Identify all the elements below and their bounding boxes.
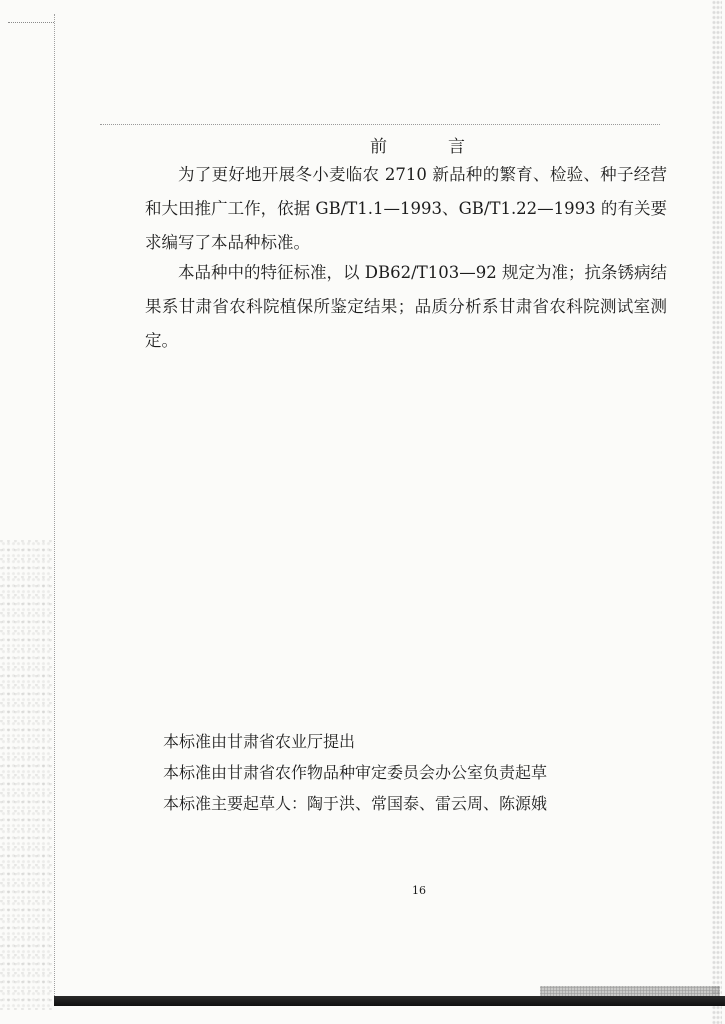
footer-note: 本标准由甘肃省农作物品种审定委员会办公室负责起草 (163, 763, 548, 782)
paragraph: 为了更好地开展冬小麦临农 2710 新品种的繁育、检验、种子经营和大田推广工作，依据 GB/T1.1—1993、GB/T1.22—1993 的有关要求编写了本品种标准。 (145, 165, 667, 252)
scan-artifact (54, 14, 55, 1004)
paragraph: 本品种中的特征标准，以 DB62/T103—92 规定为准；抗条锈病结果系甘肃省农科院植保所鉴定结果；品质分析系甘肃省农科院测试室测定。 (145, 263, 667, 350)
footer-note: 本标准主要起草人：陶于洪、常国泰、雷云周、陈源娥 (163, 794, 548, 813)
footer-note: 本标准由甘肃省农业厅提出 (163, 732, 356, 751)
scan-artifact (100, 124, 660, 125)
footer-notes (163, 726, 643, 819)
scan-artifact (712, 0, 722, 1024)
scan-artifact (8, 22, 54, 23)
page-number: 16 (412, 884, 426, 897)
page-title: 前 言 (370, 137, 487, 157)
scan-artifact (0, 540, 52, 1010)
scan-artifact (54, 996, 725, 1006)
